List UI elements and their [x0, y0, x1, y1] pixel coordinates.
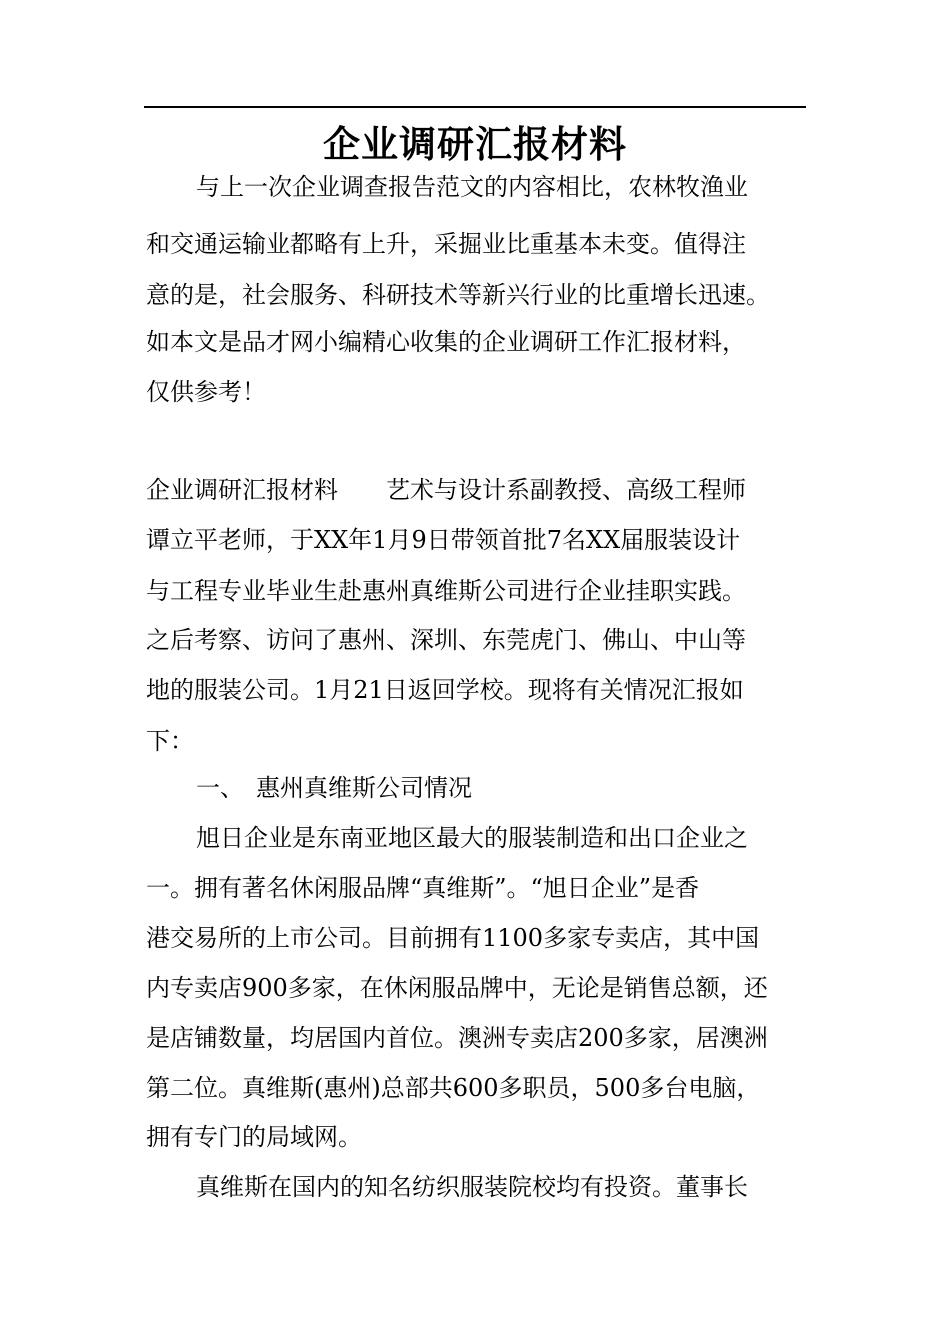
body-line-6: 下： [146, 727, 194, 755]
intro-line-1: 与上一次企业调查报告范文的内容相比，农林牧渔业 [196, 173, 748, 201]
intro-line-5: 仅供参考！ [146, 378, 266, 406]
last-line: 真维斯在国内的知名纺织服装院校均有投资。董事长 [196, 1173, 748, 1201]
header-rule [144, 106, 806, 108]
page-title: 企业调研汇报材料 [323, 122, 627, 166]
section-line-2: 一。拥有著名休闲服品牌“真维斯”。“旭日企业”是香 [146, 874, 700, 902]
section-line-5: 是店铺数量，均居国内首位。澳洲专卖店200多家，居澳洲 [146, 1024, 768, 1052]
section-line-3: 港交易所的上市公司。目前拥有1100多家专卖店，其中国 [146, 924, 760, 952]
body-line-5: 地的服装公司。1月21日返回学校。现将有关情况汇报如 [146, 676, 744, 704]
section-line-4: 内专卖店900多家，在休闲服品牌中，无论是销售总额，还 [146, 974, 768, 1002]
intro-line-4: 如本文是品才网小编精心收集的企业调研工作汇报材料， [146, 328, 746, 356]
section-line-1: 旭日企业是东南亚地区最大的服装制造和出口企业之 [196, 824, 748, 852]
section-line-7: 拥有专门的局域网。 [146, 1123, 362, 1151]
body-line-3: 与工程专业毕业生赴惠州真维斯公司进行企业挂职实践。 [146, 577, 746, 605]
section-line-6: 第二位。真维斯(惠州)总部共600多职员，500多台电脑， [146, 1074, 761, 1102]
body-line-4: 之后考察、访问了惠州、深圳、东莞虎门、佛山、中山等 [146, 626, 746, 654]
body-line-1: 企业调研汇报材料 艺术与设计系副教授、高级工程师 [146, 476, 746, 504]
section-heading: 一、 惠州真维斯公司情况 [196, 774, 472, 802]
intro-line-2: 和交通运输业都略有上升，采掘业比重基本未变。值得注 [146, 230, 746, 258]
intro-line-3: 意的是，社会服务、科研技术等新兴行业的比重增长迅速。 [146, 281, 770, 309]
body-line-2: 谭立平老师，于XX年1月9日带领首批7名XX届服装设计 [146, 526, 741, 554]
